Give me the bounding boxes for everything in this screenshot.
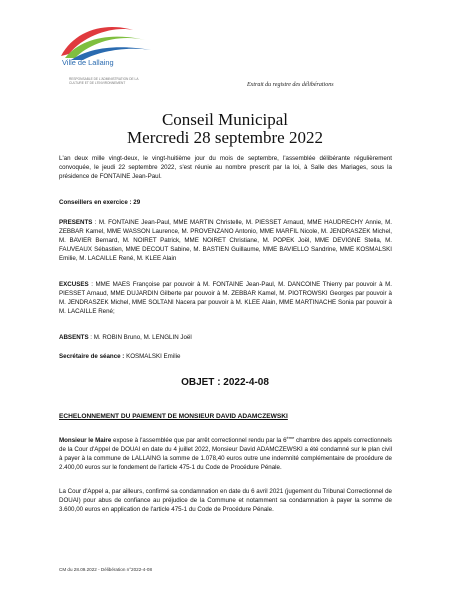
excuses-label: EXCUSES bbox=[59, 281, 89, 288]
para1-text-b: chambre des appels correctionnels de la Cour d'Appel de DOUAI en date du 4 juillet 2022, Monsieur David ADAMCZEWSKI a été condamné sur le plan civil à payer à la commune de LALLAING la somme de 1.078,40 euros outre une indemnité complémentaire de procédure de 2.400,00 euros sur le fondement de l'article 475-1 du Code de Procédure Pénale. bbox=[59, 437, 392, 472]
presents-paragraph bbox=[59, 218, 392, 263]
secretary-paragraph bbox=[59, 352, 392, 361]
para1-lead: Monsieur le Maire bbox=[59, 437, 112, 445]
secretary-label: Secrétaire de séance : bbox=[59, 353, 125, 360]
para1-sup: ème bbox=[286, 435, 295, 440]
logo-tagline: RESPONSABLE DE L'ADMINISTRATION DE LA CULTURE ET DE L'ENVIRONNEMENT bbox=[69, 77, 139, 85]
intro-paragraph: L'an deux mille vingt-deux, le vingt-huitième jour du mois de septembre, l'assemblée délibérante régulièrement convoquée, le jeudi 22 septembre 2022, s'est réunie au nombre prescrit par la loi, à Salle des Mariages, sous la présidence de FONTAINE Jean-Paul. bbox=[59, 155, 392, 180]
para1-text-a: expose à l'assemblée que par arrêt correctionnel rendu par la 6 bbox=[111, 437, 287, 445]
city-logo bbox=[55, 20, 155, 96]
absents-label: ABSENTS bbox=[59, 334, 89, 341]
absents-paragraph bbox=[59, 333, 392, 342]
logo-swoosh-icon bbox=[55, 20, 155, 60]
logo-name: Ville de Lallaing bbox=[62, 58, 114, 67]
extract-label: Extrait du registre des délibérations bbox=[247, 82, 334, 88]
page-footer: CM du 28.09.2022 - Délibération n°2022-4-08 bbox=[59, 567, 153, 572]
excuses-paragraph bbox=[59, 280, 392, 316]
section-title: ECHELONNEMENT DU PAIEMENT DE MONSIEUR DAVID ADAMCZEWSKI bbox=[59, 413, 288, 420]
presents-label: PRESENTS bbox=[59, 219, 93, 226]
secretary-text: KOSMALSKI Emilie bbox=[124, 353, 181, 360]
presents-text: : M. FONTAINE Jean-Paul, MME MARTIN Christelle, M. PIESSET Arnaud, MME HAUDRECHY Annie, M. ZEBBAR Kamel, MME WASSON Laurence, M. PROVENZANO Antonio, MME MARFIL Nicole, M. JENDRASZEK Michel, M. BAVIER Bernard, M. NOIRET Patrick, MME NOIRET Christiane, M. POPEK Joël, MME DEVIGNE Stella, M. FAUVEAUX Sébastien, MME DECOUT Sabine, M. BASTIEN Guillaume, MME BAVIELLO Sandrine, MME KOSMALSKI Emilie, M. LACAILLE René, M. KLEE Alain bbox=[59, 219, 392, 262]
absents-text: : M. ROBIN Bruno, M. LENGLIN Joël bbox=[88, 334, 192, 341]
page-date: Mercredi 28 septembre 2022 bbox=[127, 128, 323, 147]
excuses-text: : MME MAES Françoise par pouvoir à M. FONTAINE Jean-Paul, M. DANCOINE Thierry par pouvoir à M. PIESSET Arnaud, MME DUJARDIN Gilberte par pouvoir à M. ZEBBAR Kamel, M. PIOTROWSKI Georges par pouvoir à M. JENDRASZEK Michel, MME SOLTANI Nacera par pouvoir à M. KLEE Alain, MME MARTINACHE Sonia par pouvoir à M. LACAILLE René; bbox=[59, 281, 392, 315]
para2: La Cour d'Appel a, par ailleurs, confirmé sa condamnation en date du 6 avril 2021 (jugement du Tribunal Correctionnel de DOUAI) pour abus de confiance au préjudice de la Commune et notamment sa condamnation à payer la somme de 3.600,00 euros en application de l'article 475-1 du Code de Procédure Pénale. bbox=[59, 488, 392, 513]
page-title: Conseil Municipal bbox=[161, 110, 289, 129]
objet-heading: OBJET : 2022-4-08 bbox=[181, 377, 269, 388]
para1 bbox=[59, 433, 392, 472]
councillors-count: Conseillers en exercice : 29 bbox=[59, 199, 141, 206]
